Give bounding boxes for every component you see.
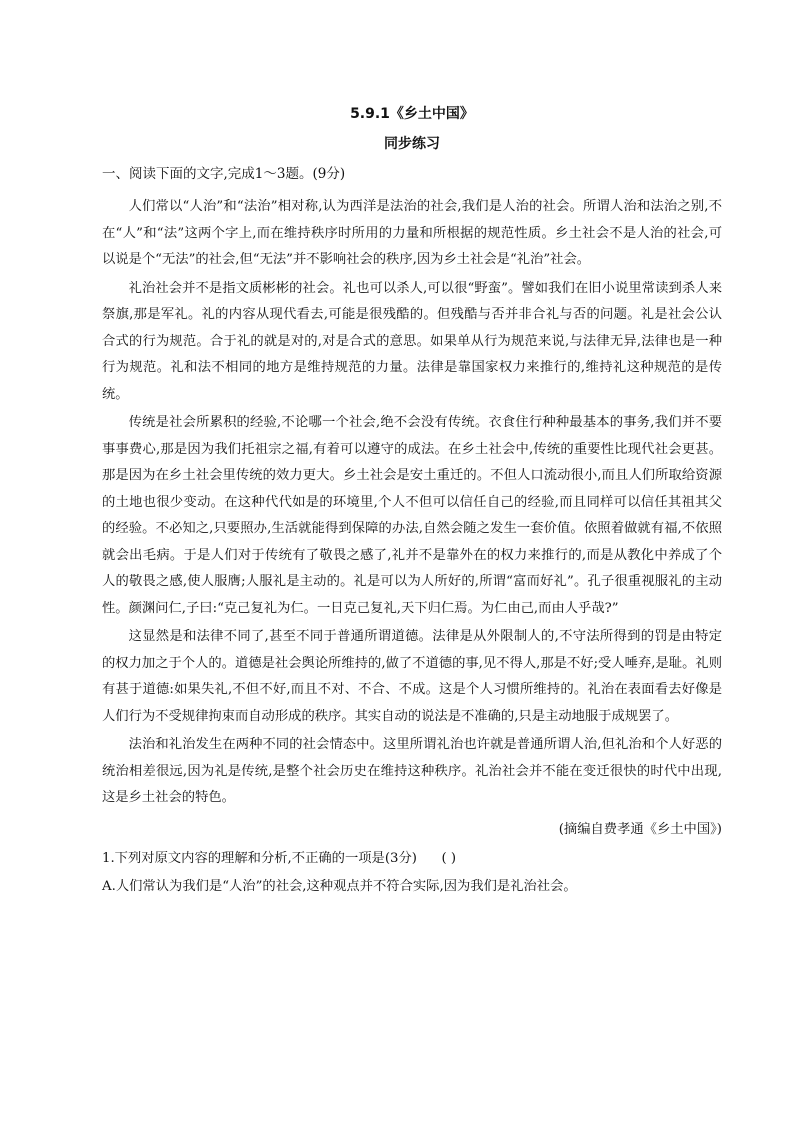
answer-blank: ( ): [441, 850, 457, 866]
reading-paragraph-3: 传统是社会所累积的经验,不论哪一个社会,绝不会没有传统。衣食住行种种最基本的事务,我们并不要事事费心,那是因为我们托祖宗之福,有着可以遵守的成法。在乡土社会中,传统的重要性比现代社会更甚。那是因为在乡土社会里传统的效力更大。乡土社会是安土重迁的。不但人口流动很小,而且人们所取给资源的土地也很少变动。在这种代代如是的环境里,个人不但可以信任自己的经验,而且同样可以信任其祖其父的经验。不必知之,只要照办,生活就能得到保障的办法,自然会随之发生一套价值。依照着做就有福,不依照就会出毛病。于是人们对于传统有了敬畏之感了,礼并不是靠外在的权力来推行的,而是从教化中养成了个人的敬畏之感,使人服膺;人服礼是主动的。礼是可以为人所好的,所谓“富而好礼”。孔子很重视服礼的主动性。颜渊问仁,子曰:“克己复礼为仁。一日克己复礼,天下归仁焉。为仁由己,而由人乎哉?”: [102, 415, 722, 616]
section-heading: 一、阅读下面的文字,完成1～3题。(9分): [102, 166, 346, 182]
document-content: [102, 104, 722, 900]
question-1-option-a: A.人们常认为我们是“人治”的社会,这种观点并不符合实际,因为我们是礼治社会。: [102, 878, 577, 894]
reading-paragraph-5: 法治和礼治发生在两种不同的社会情态中。这里所谓礼治也许就是普通所谓人治,但礼治和个人好恶的统治相差很远,因为礼是传统,是整个社会历史在维持这种秩序。礼治社会并不能在变迁很快的时代中出现,这是乡土社会的特色。: [102, 737, 722, 805]
reading-paragraph-2: 礼治社会并不是指文质彬彬的社会。礼也可以杀人,可以很“野蛮”。譬如我们在旧小说里常读到杀人来祭旗,那是军礼。礼的内容从现代看去,可能是很残酷的。但残酷与否并非合礼与否的问题。礼是社会公认合式的行为规范。合于礼的就是对的,对是合式的意思。如果单从行为规范来说,与法律无异,法律也是一种行为规范。礼和法不相同的地方是维持规范的力量。法律是靠国家权力来推行的,维持礼这种规范的是传统。: [102, 280, 722, 402]
source-citation: (摘编自费孝通《乡土中国》): [558, 821, 722, 837]
document-title: 5.9.1《乡土中国》: [350, 106, 474, 122]
reading-paragraph-1: 人们常以“人治”和“法治”相对称,认为西洋是法治的社会,我们是人治的社会。所谓人治和法治之别,不在“人”和“法”这两个字上,而在维持秩序时所用的力量和所根据的规范性质。乡土社会不是人治的社会,可以说是个“无法”的社会,但“无法”并不影响社会的秩序,因为乡土社会是“礼治”社会。: [102, 199, 722, 267]
reading-paragraph-4: 这显然是和法律不同了,甚至不同于普通所谓道德。法律是从外限制人的,不守法所得到的罚是由特定的权力加之于个人的。道德是社会舆论所维持的,做了不道德的事,见不得人,那是不好;受人唾弃,是耻。礼则有甚于道德:如果失礼,不但不好,而且不对、不合、不成。这是个人习惯所维持的。礼治在表面看去好像是人们行为不受规律拘束而自动形成的秩序。其实自动的说法是不准确的,只是主动地服于成规罢了。: [102, 629, 722, 724]
question-1-stem: 1.下列对原文内容的理解和分析,不正确的一项是(3分): [102, 850, 417, 866]
question-1: [102, 846, 722, 872]
document-subtitle: 同步练习: [384, 136, 440, 152]
